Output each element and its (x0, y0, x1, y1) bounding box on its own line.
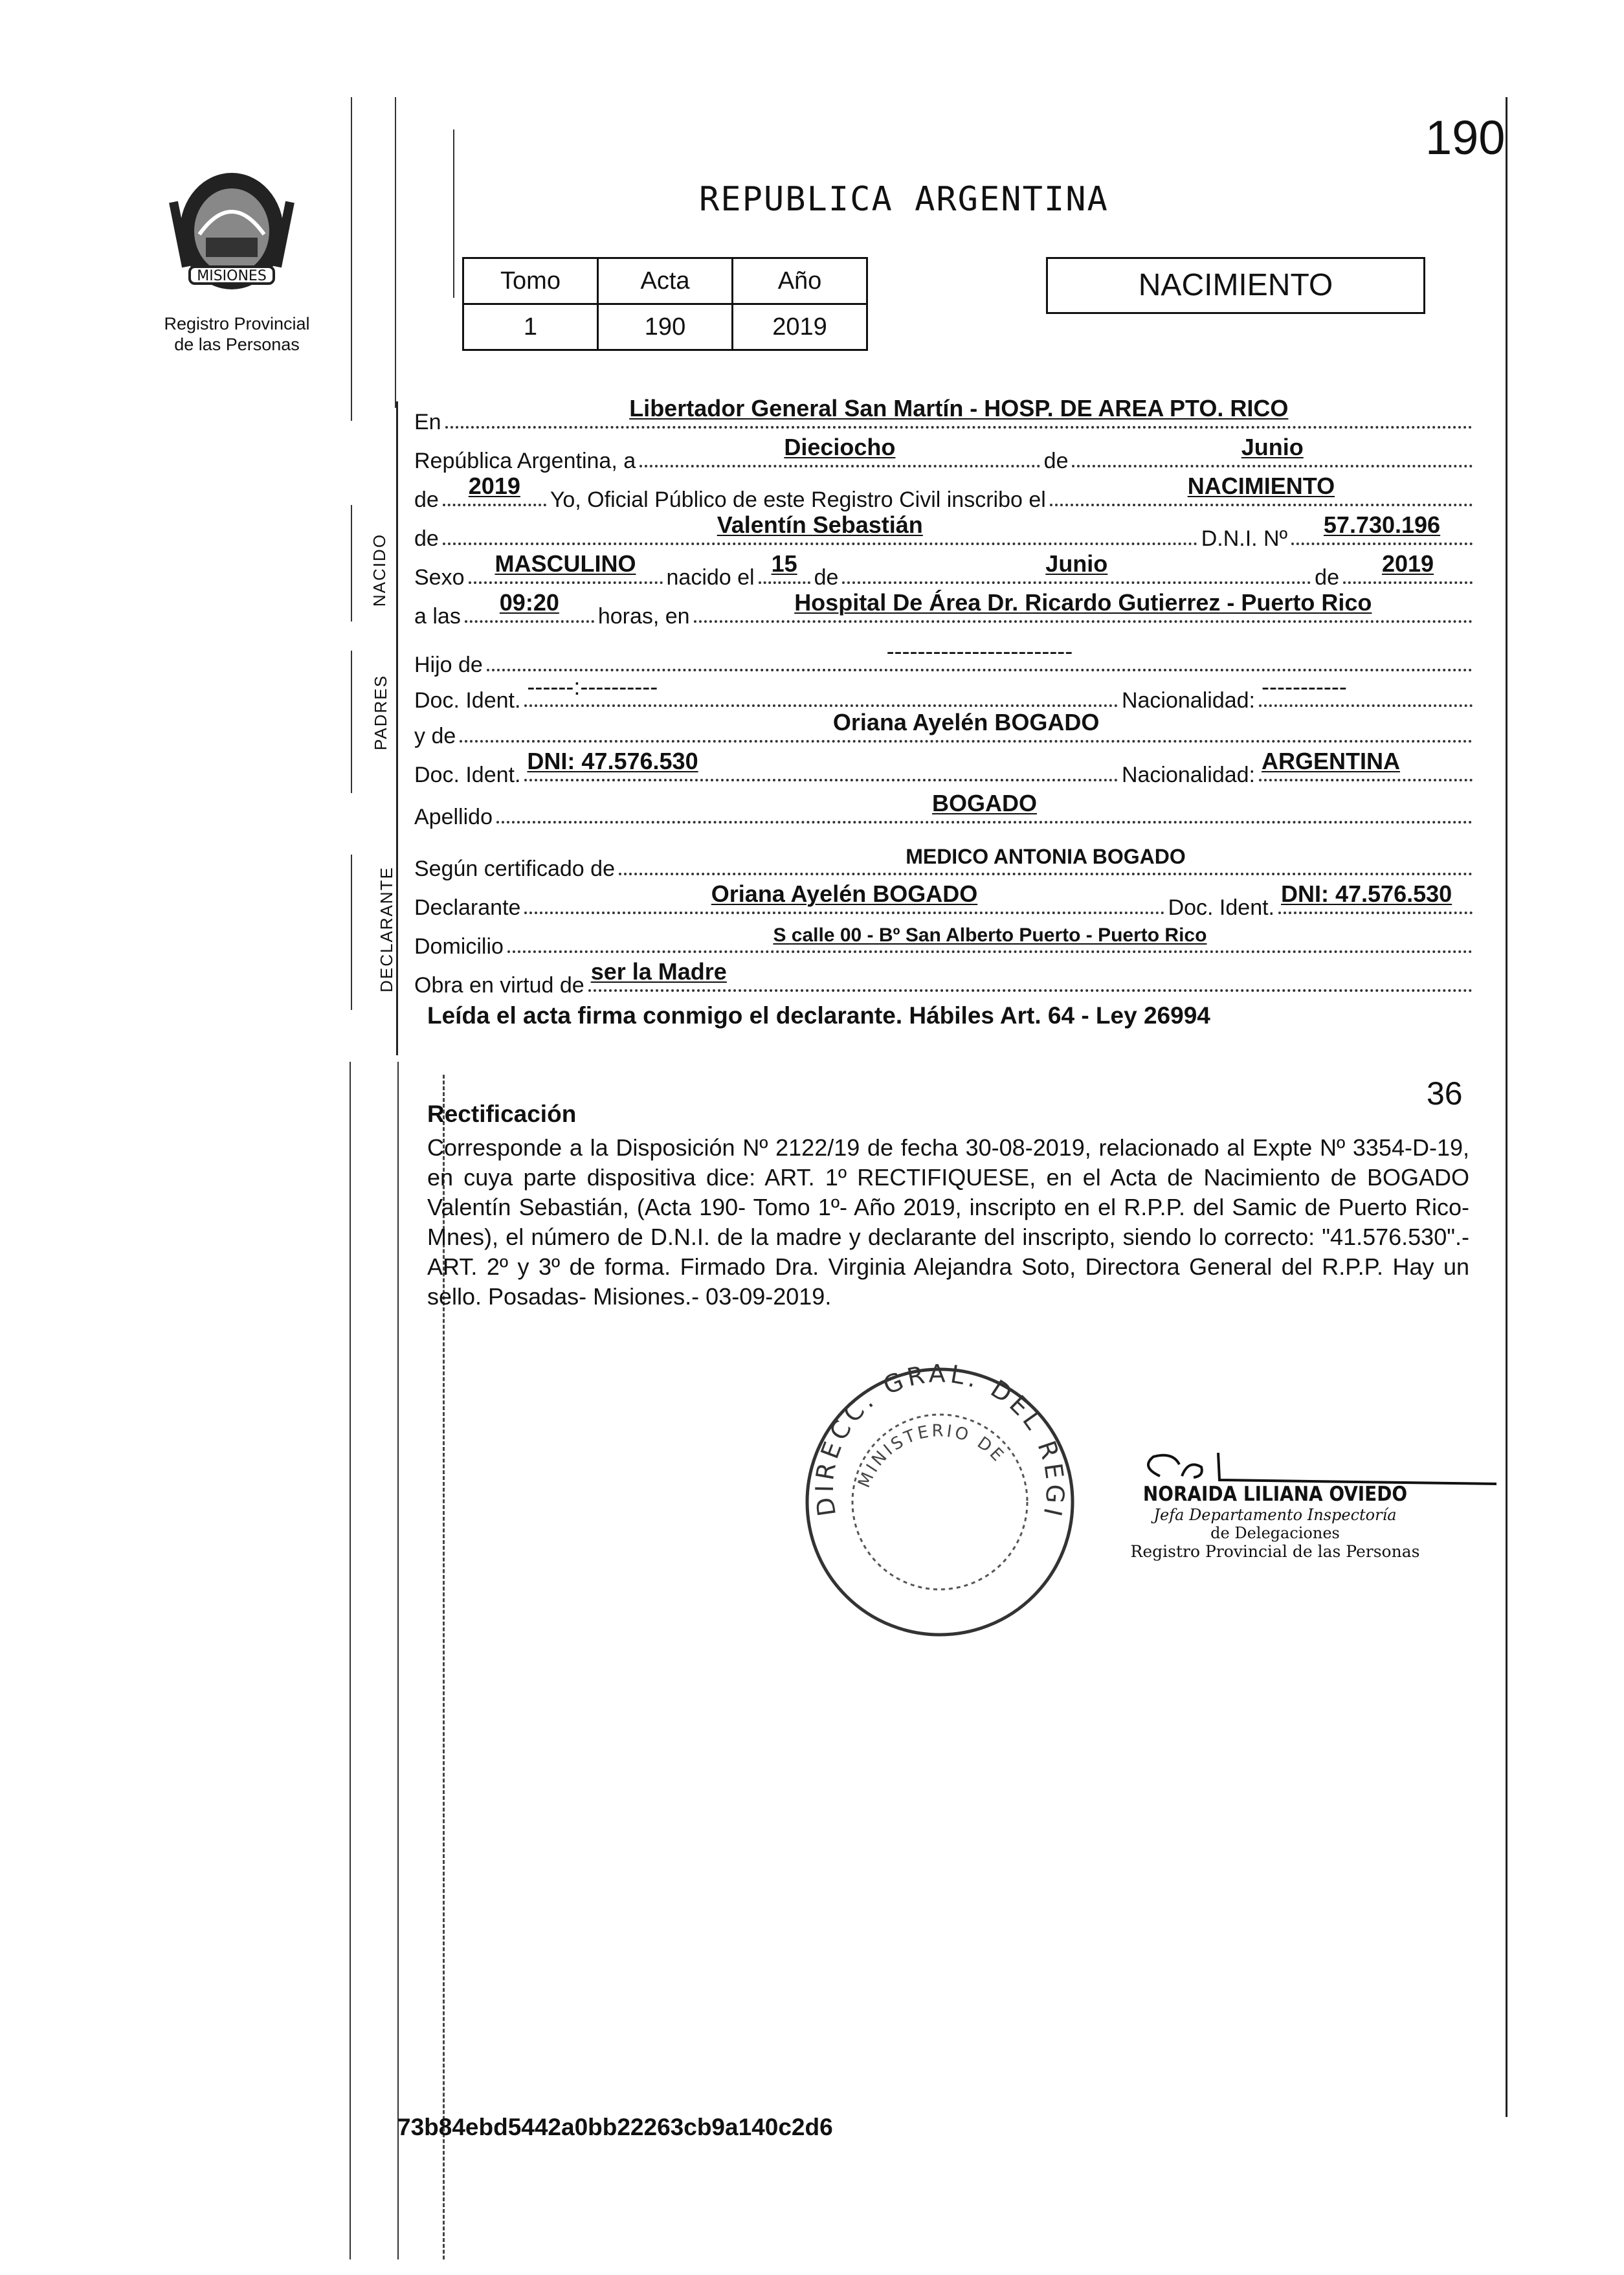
label-hijo-de: Hijo de (414, 653, 483, 677)
document-hash: 73b84ebd5442a0bb22263cb9a140c2d6 (397, 2114, 833, 2140)
label-de-mes: de (1043, 449, 1069, 473)
record-table (462, 257, 868, 351)
value-sexo: MASCULINO (495, 550, 636, 577)
label-nacido-el: nacido el (666, 565, 755, 590)
left-margin-line-2 (395, 97, 396, 408)
field-doc-madre (414, 748, 1476, 788)
logo-lettering: MISIONES (197, 268, 267, 284)
page-number: 190 (1425, 111, 1506, 164)
table-value-acta: 190 (598, 304, 733, 350)
signer-name: NORAIDA LILIANA OVIEDO (1142, 1483, 1408, 1506)
padres-bar (351, 651, 352, 793)
value-lugar: Hospital De Área Dr. Ricardo Gutierrez - Puerto Rico (794, 589, 1372, 616)
official-stamp (797, 1360, 1082, 1644)
value-tipo: NACIMIENTO (1187, 473, 1335, 499)
lower-left-line-1 (350, 1062, 351, 2259)
label-dni: D.N.I. Nº (1201, 526, 1287, 551)
stamp-inner-text (854, 1421, 1008, 1490)
label-certificado: Según certificado de (414, 857, 615, 881)
label-a-las: a las (414, 604, 461, 629)
value-anio-nac: 2019 (1381, 550, 1434, 577)
signer-role-3: Registro Provincial de las Personas (1130, 1542, 1420, 1561)
field-domicilio (414, 926, 1476, 959)
signer-role-1: Jefa Departamento Inspectoría (1153, 1506, 1397, 1524)
table-header-acta: Acta (598, 258, 733, 304)
value-mes: Junio (1241, 434, 1304, 460)
label-apellido: Apellido (414, 805, 493, 829)
value-doc-declarante: DNI: 47.576.530 (1281, 880, 1452, 907)
side-label-declarante: DECLARANTE (376, 866, 396, 992)
field-certificado (414, 845, 1476, 882)
label-doc-declarante: Doc. Ident. (1168, 895, 1274, 920)
value-doc-padre: ------:---------- (527, 673, 658, 700)
table-value-tomo: 1 (463, 304, 598, 350)
text-inscribo: Yo, Oficial Público de este Registro Civil inscribo el (550, 488, 1046, 512)
label-de-mes-nac: de (814, 565, 839, 590)
value-nac-madre: ARGENTINA (1262, 748, 1400, 774)
field-sexo (414, 550, 1476, 590)
declarante-bar (351, 855, 352, 1010)
label-domicilio: Domicilio (414, 934, 504, 959)
table-value-anio: 2019 (733, 304, 867, 350)
label-nac-madre: Nacionalidad: (1121, 763, 1255, 787)
label-horas-en: horas, en (597, 604, 690, 629)
nacido-bar (351, 505, 352, 622)
stamp-outer-text (797, 1360, 1070, 1523)
label-declarante: Declarante (414, 895, 521, 920)
field-en (414, 395, 1476, 435)
table-header-tomo: Tomo (463, 258, 598, 304)
value-dia-nac: 15 (771, 550, 797, 577)
signature-scribble (1134, 1448, 1496, 1486)
value-mes-nac: Junio (1045, 550, 1108, 577)
left-margin-line-1 (351, 97, 352, 421)
field-y-de (414, 709, 1476, 749)
label-nac-padre: Nacionalidad: (1121, 688, 1255, 713)
country-title: REPUBLICA ARGENTINA (699, 180, 1109, 219)
label-doc-madre: Doc. Ident. (414, 763, 521, 787)
registry-line1: Registro Provincial (164, 314, 310, 333)
value-domicilio: S calle 00 - Bº San Alberto Puerto - Puerto Rico (773, 925, 1207, 946)
value-doc-madre: DNI: 47.576.530 (527, 748, 698, 774)
stamp-outer-path: DIRECC. GRAL. DEL REGI (810, 1360, 1070, 1523)
label-doc-padre: Doc. Ident. (414, 688, 521, 713)
rectification-title: Rectificación (427, 1101, 577, 1127)
label-de-nombre: de (414, 526, 439, 551)
right-border-line (1506, 97, 1507, 2117)
registry-name (120, 313, 353, 355)
value-nombre: Valentín Sebastián (717, 511, 923, 538)
stamp-inner-path: MINISTERIO DE (854, 1421, 1009, 1491)
field-nombre (414, 511, 1476, 552)
province-logo (161, 163, 303, 299)
label-de-anio: de (414, 488, 439, 512)
field-apellido (414, 790, 1476, 830)
label-republica: República Argentina, a (414, 449, 636, 473)
value-dia: Dieciocho (784, 434, 896, 460)
closing-line: Leída el acta firma conmigo el declarante. Hábiles Art. 64 - Ley 26994 (427, 1002, 1210, 1029)
lower-left-line-2 (397, 1062, 399, 2259)
field-republica (414, 434, 1476, 474)
value-hijo-de: ------------------------ (886, 638, 1073, 664)
value-madre: Oriana Ayelén BOGADO (832, 709, 1100, 735)
value-anio: 2019 (468, 473, 520, 499)
left-margin-line-3 (453, 129, 454, 298)
side-label-nacido: NACIDO (370, 533, 390, 607)
value-certificado: MEDICO ANTONIA BOGADO (906, 845, 1186, 868)
field-declarante (414, 880, 1476, 921)
side-label-padres: PADRES (371, 675, 390, 750)
rectification-number: 36 (1427, 1075, 1463, 1112)
value-declarante: Oriana Ayelén BOGADO (711, 880, 978, 907)
value-en: Libertador General San Martín - HOSP. DE AREA PTO. RICO (629, 395, 1289, 421)
field-obra (414, 958, 1476, 998)
value-obra: ser la Madre (590, 958, 727, 985)
label-y-de: y de (414, 724, 456, 748)
value-nac-padre: ----------- (1262, 673, 1347, 700)
value-dni: 57.730.196 (1323, 511, 1441, 538)
signer-role-2: de Delegaciones (1210, 1524, 1340, 1542)
record-type-box: NACIMIENTO (1046, 257, 1425, 314)
label-en: En (414, 410, 441, 434)
rectification-text: Corresponde a la Disposición Nº 2122/19 de fecha 30-08-2019, relacionado al Expte Nº 3354-D-19, en cuya parte dispositiva dice: ART. 1º RECTIFIQUESE, en el Acta de Nacimiento de BOGADO Valentín Sebastián, (Acta 190- Tomo 1º- Año 2019, inscripto en el R.P.P. del Samic de Puerto Rico-Mnes), el número de D.N.I. de la madre y declarante del inscripto, siendo lo correcto: "41.576.530".- ART. 2º y 3º de forma. Firmado Dra. Virginia Alejandra Soto, Directora General del R.P.P. Hay un sello. Posadas- Misiones.- 03-09-2019. (427, 1134, 1469, 1310)
label-obra: Obra en virtud de (414, 973, 584, 998)
label-de-anio-nac: de (1315, 565, 1339, 590)
field-hora (414, 589, 1476, 629)
label-sexo: Sexo (414, 565, 465, 590)
table-header-anio: Año (733, 258, 867, 304)
field-anio-inscribo (414, 473, 1476, 513)
value-hora: 09:20 (499, 589, 559, 616)
value-apellido: BOGADO (931, 790, 1037, 816)
registry-line2: de las Personas (174, 335, 300, 354)
signature-block (1107, 1483, 1443, 1561)
